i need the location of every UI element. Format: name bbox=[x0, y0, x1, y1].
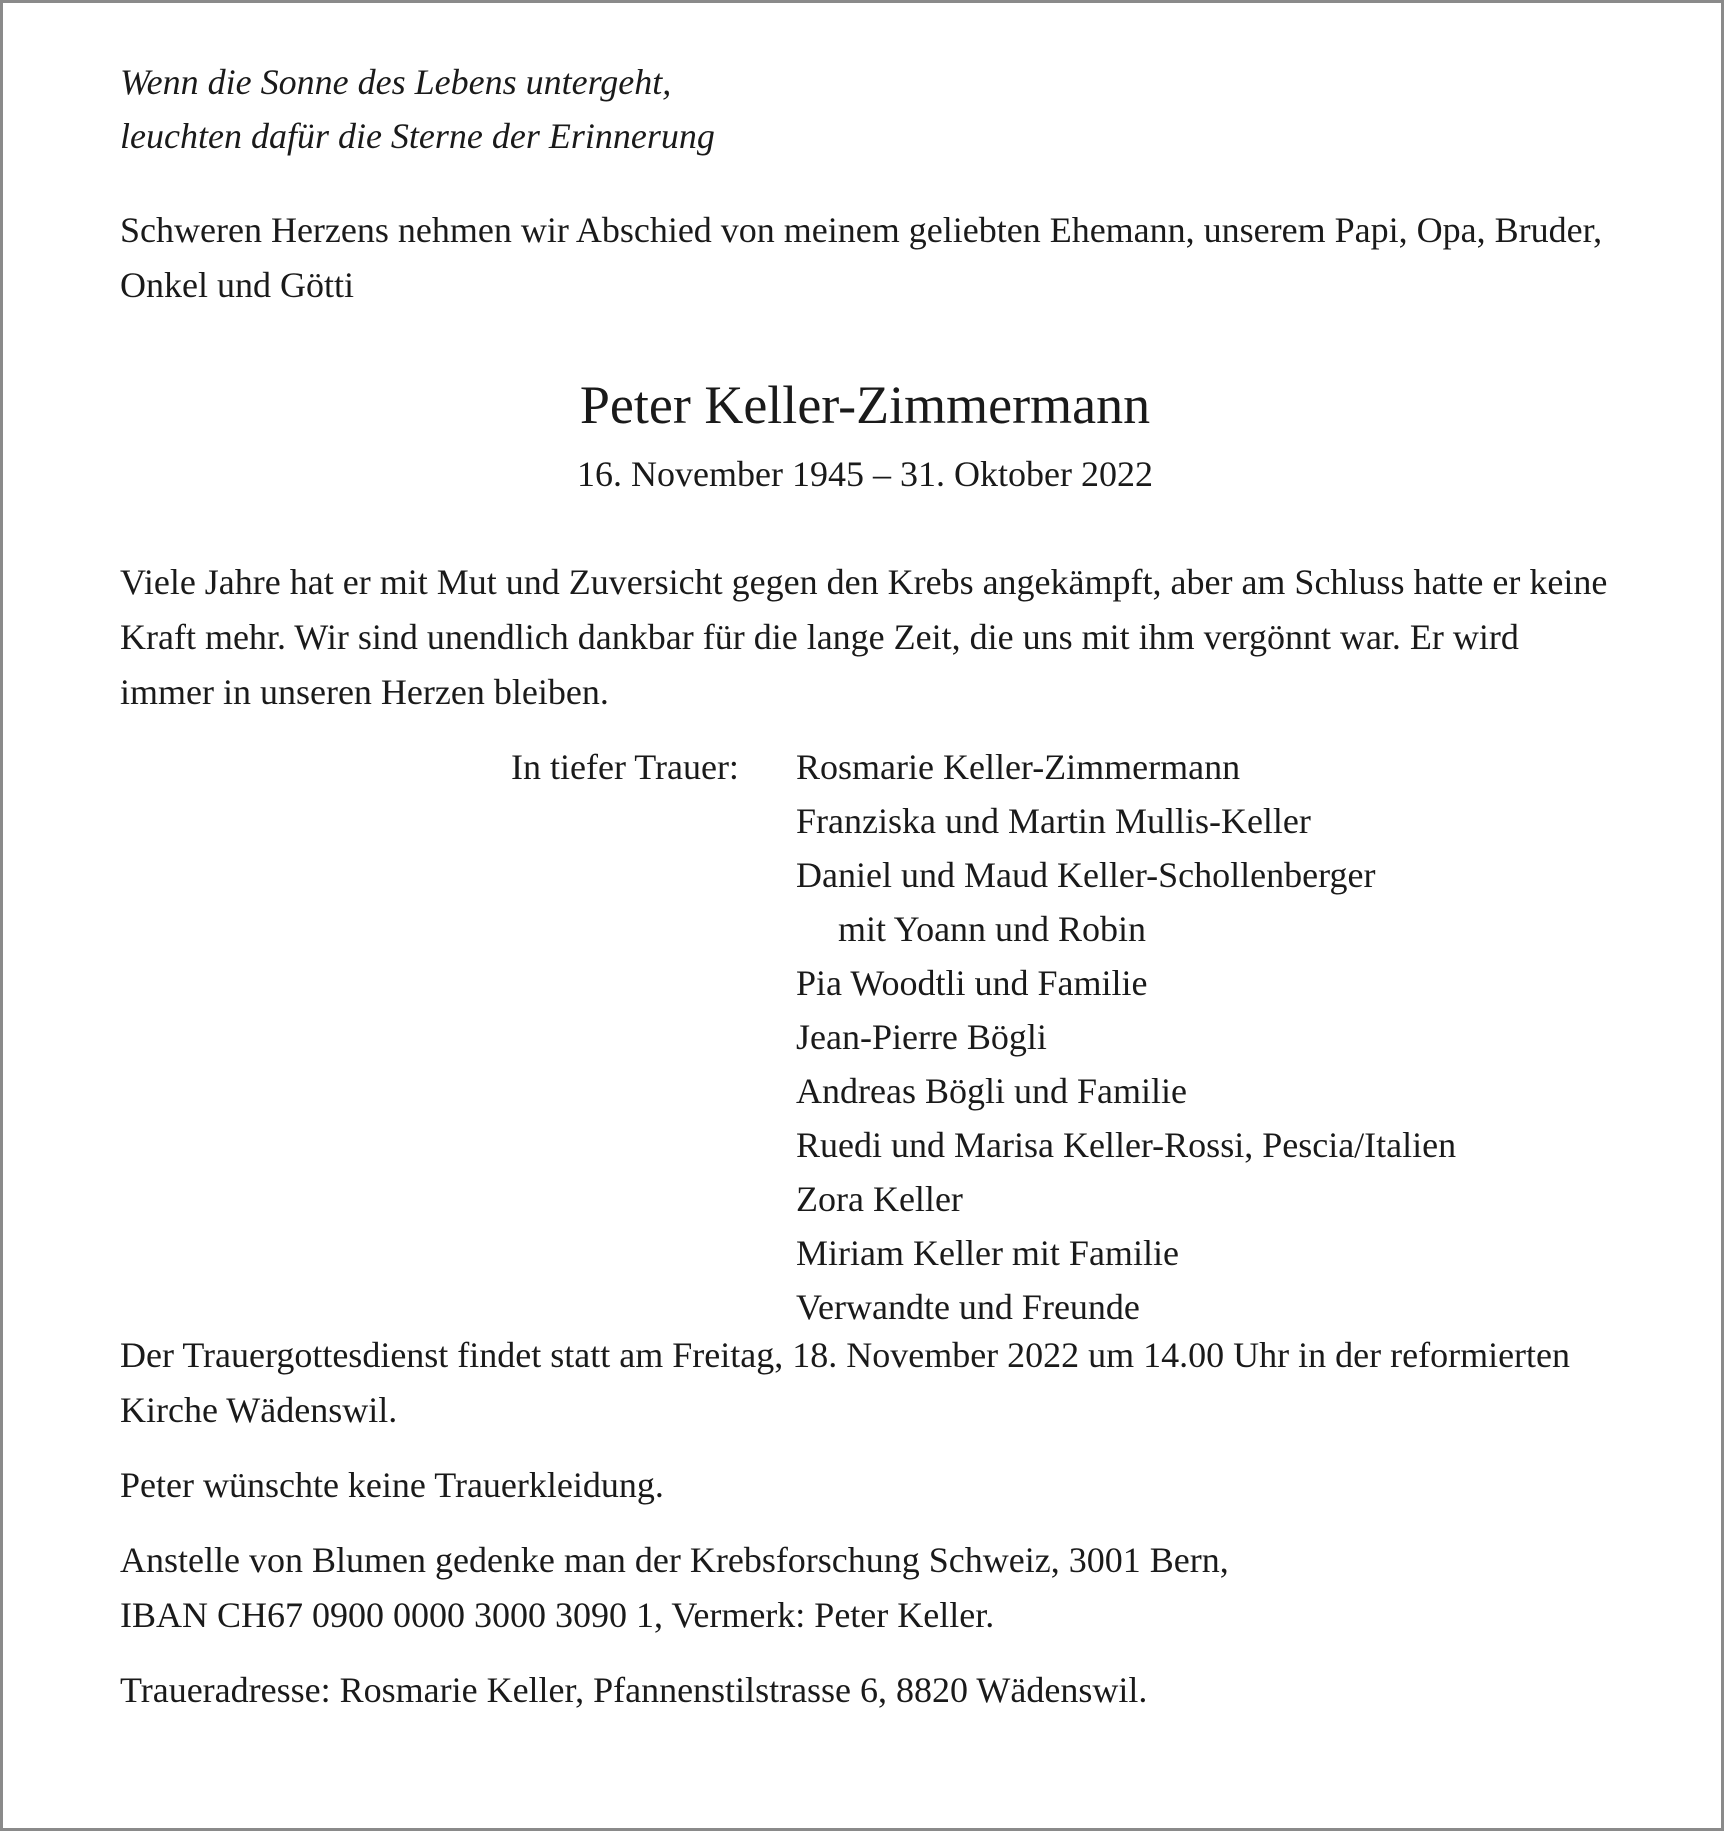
deceased-name: Peter Keller-Zimmermann bbox=[579, 375, 1151, 435]
notice-content bbox=[120, 55, 1610, 1718]
intro-text: Schweren Herzens nehmen wir Abschied von meinem geliebten Ehemann, unserem Papi, Opa, Bruder, Onkel und Götti bbox=[120, 210, 1603, 305]
story-text: Viele Jahre hat er mit Mut und Zuversicht gegen den Krebs angekämpft, aber am Schluss hatte er keine Kraft mehr. Wir sind unendlich dankbar für die lange Zeit, die uns mit ihm vergönnt war. Er wird immer in unseren Herzen bleiben. bbox=[120, 562, 1608, 712]
mourner-item: Miriam Keller mit Familie bbox=[796, 1233, 1179, 1273]
life-dates: 16. November 1945 – 31. Oktober 2022 bbox=[577, 454, 1153, 494]
donation-line-2: IBAN CH67 0900 0000 3000 3090 1, Vermerk: Peter Keller. bbox=[120, 1595, 995, 1635]
motto-quote bbox=[120, 55, 1610, 163]
motto-line-1: Wenn die Sonne des Lebens untergeht, bbox=[120, 62, 672, 102]
service-info: Der Trauergottesdienst findet statt am Freitag, 18. November 2022 um 14.00 Uhr in der reformierten Kirche Wädenswil. bbox=[120, 1335, 1571, 1430]
mourner-item: Franziska und Martin Mullis-Keller bbox=[796, 801, 1311, 841]
mourning-address: Traueradresse: Rosmarie Keller, Pfannenstilstrasse 6, 8820 Wädenswil. bbox=[120, 1670, 1148, 1710]
motto-line-2: leuchten dafür die Sterne der Erinnerung bbox=[120, 116, 715, 156]
mourners-label: In tiefer Trauer: bbox=[511, 747, 739, 787]
mourner-item: Zora Keller bbox=[796, 1179, 963, 1219]
mourner-item: Pia Woodtli und Familie bbox=[796, 963, 1148, 1003]
donation-line-1: Anstelle von Blumen gedenke man der Krebsforschung Schweiz, 3001 Bern, bbox=[120, 1540, 1229, 1580]
mourners-block bbox=[120, 740, 1610, 1327]
mourner-item: Rosmarie Keller-Zimmermann bbox=[796, 747, 1241, 787]
mourner-item: Ruedi und Marisa Keller-Rossi, Pescia/Italien bbox=[796, 1125, 1457, 1165]
mourners-list bbox=[796, 740, 1456, 1334]
mourner-item: mit Yoann und Robin bbox=[838, 909, 1147, 949]
mourner-item: Andreas Bögli und Familie bbox=[796, 1071, 1187, 1111]
mourner-item: Daniel und Maud Keller-Schollenberger bbox=[796, 855, 1376, 895]
mourner-item: Jean-Pierre Bögli bbox=[796, 1017, 1047, 1057]
dress-note: Peter wünschte keine Trauerkleidung. bbox=[120, 1465, 664, 1505]
donation-info bbox=[120, 1533, 1610, 1643]
mourner-item: Verwandte und Freunde bbox=[796, 1287, 1140, 1327]
